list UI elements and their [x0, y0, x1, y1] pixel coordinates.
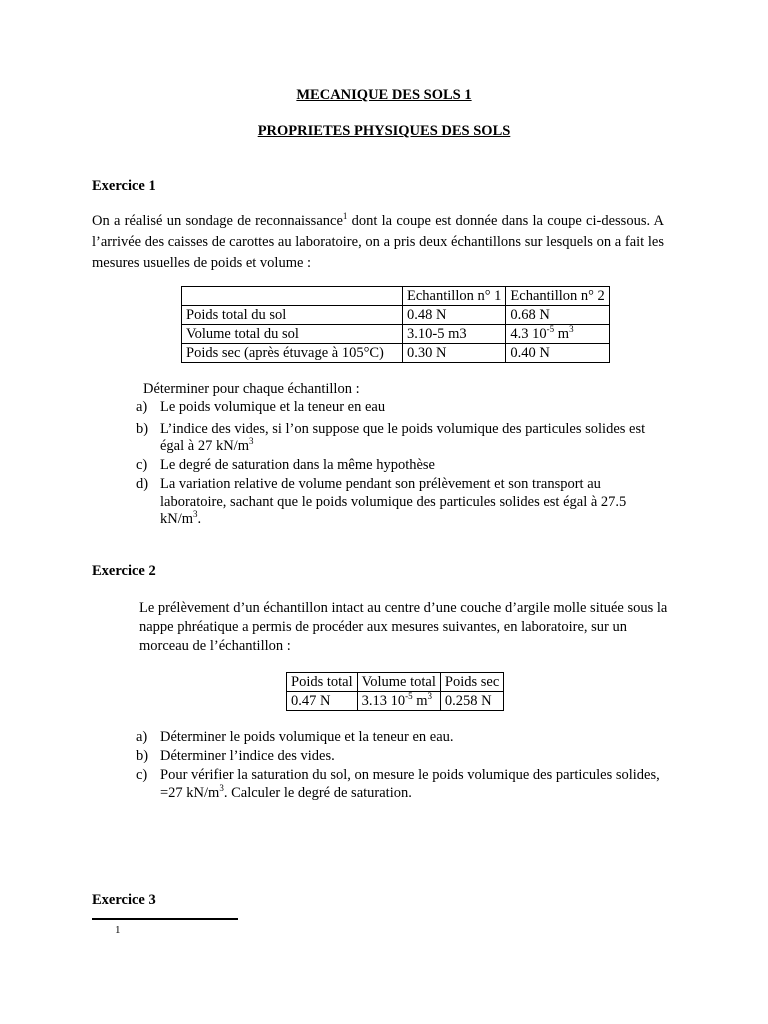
list-marker: b) [136, 420, 149, 437]
exercise-1-questions [136, 399, 666, 530]
list-item [136, 399, 666, 417]
table-row [182, 306, 610, 325]
exponent: 3 [427, 691, 433, 702]
table-cell: Poids sec (après étuvage à 105°C) [182, 344, 403, 363]
exercise-3-heading: Exercice 3 [92, 892, 156, 908]
table-header-cell: Echantillon n° 2 [506, 287, 609, 306]
table-cell: 0.68 N [506, 306, 609, 325]
exponent: -5 [546, 324, 555, 335]
table-cell [357, 692, 440, 711]
table-header-row [182, 287, 610, 306]
exercise-2-table [286, 672, 504, 711]
list-marker: a) [136, 399, 148, 415]
exercise-1-heading: Exercice 1 [92, 178, 156, 194]
list-marker: d) [136, 476, 149, 492]
list-item [136, 476, 666, 529]
exponent: -5 [405, 691, 413, 702]
list-marker: c) [136, 457, 148, 473]
unit: m [554, 326, 570, 342]
table-cell: 0.30 N [403, 344, 506, 363]
table-header-cell: Poids sec [440, 673, 503, 692]
list-item-text: Pour vérifier la saturation du sol, on mesure le poids volumique des particules solides, =27 kN/m [160, 767, 660, 801]
list-marker: a) [136, 729, 148, 745]
table-cell-value: 3.13 10 [361, 693, 406, 709]
list-item-text: Déterminer l’indice des vides. [160, 748, 335, 764]
table-header-cell: Volume total [357, 673, 440, 692]
list-item [136, 729, 666, 747]
table-cell: 0.40 N [506, 344, 609, 363]
table-cell: Poids total du sol [182, 306, 403, 325]
table-cell-value: 4.3 10 [510, 326, 547, 342]
table-header-row [287, 673, 504, 692]
exercise-1-intro-text-a: On a réalisé un sondage de reconnaissance [92, 213, 343, 229]
table-row [287, 692, 504, 711]
table-cell [506, 325, 609, 344]
list-item-text: Le poids volumique et la teneur en eau [160, 399, 386, 415]
exercise-1-table [181, 286, 610, 363]
exponent: 3 [219, 782, 224, 793]
footnote-reference: 1 [342, 211, 348, 222]
list-marker: c) [136, 767, 148, 783]
list-item-text: Déterminer le poids volumique et la teneur en eau. [160, 729, 454, 745]
exercise-1-lead: Déterminer pour chaque échantillon : [143, 381, 360, 397]
exercise-1-intro-text-b: dont la coupe est donnée dans la coupe ci-dessous. A l’arrivée des caisses de carottes au laboratoire, on a pris deux échantillons sur lesquels on a fait les mesures usuelles de poids et volume : [92, 213, 664, 271]
footnote-separator [92, 918, 238, 920]
exponent: 3 [249, 436, 254, 447]
table-cell: 0.47 N [287, 692, 358, 711]
table-cell: 0.258 N [440, 692, 503, 711]
list-marker: b) [136, 748, 149, 764]
table-cell: Volume total du sol [182, 325, 403, 344]
exercise-2-intro: Le prélèvement d’un échantillon intact au centre d’une couche d’argile molle située sous la nappe phréatique a permis de procéder aux mesures suivantes, en laboratoire, sur un morceau de l’échantillon : [139, 600, 668, 654]
list-item-text: La variation relative de volume pendant son prélèvement et son transport au laboratoire, sachant que le poids volumique des particules solides est égal à 27.5 kN/m [160, 476, 627, 527]
document-subtitle: PROPRIETES PHYSIQUES DES SOLS [257, 123, 511, 139]
list-item [136, 457, 666, 475]
footnote-number: 1 [115, 924, 121, 936]
document-title: MECANIQUE DES SOLS 1 [296, 87, 472, 103]
table-header-cell: Echantillon n° 1 [403, 287, 506, 306]
exercise-1-intro [92, 211, 664, 274]
exponent: 3 [569, 324, 574, 335]
list-item-text: Le degré de saturation dans la même hypothèse [160, 457, 435, 473]
table-header-cell [182, 287, 403, 306]
table-cell: 0.48 N [403, 306, 506, 325]
list-item-tail: . Calculer le degré de saturation. [223, 784, 412, 801]
unit: m [412, 693, 428, 709]
exercise-2-questions [136, 729, 666, 804]
table-row [182, 325, 610, 344]
list-item-tail: . [197, 511, 202, 527]
list-item [136, 421, 666, 456]
exercise-2-heading: Exercice 2 [92, 563, 156, 579]
table-cell: 3.10-5 m3 [403, 325, 506, 344]
table-header-cell: Poids total [287, 673, 358, 692]
list-item-text: L’indice des vides, si l’on suppose que le poids volumique des particules solides est égal à 27 kN/m [160, 420, 646, 454]
table-row [182, 344, 610, 363]
exponent: 3 [193, 509, 198, 520]
list-item [136, 748, 666, 766]
list-item [136, 767, 666, 802]
